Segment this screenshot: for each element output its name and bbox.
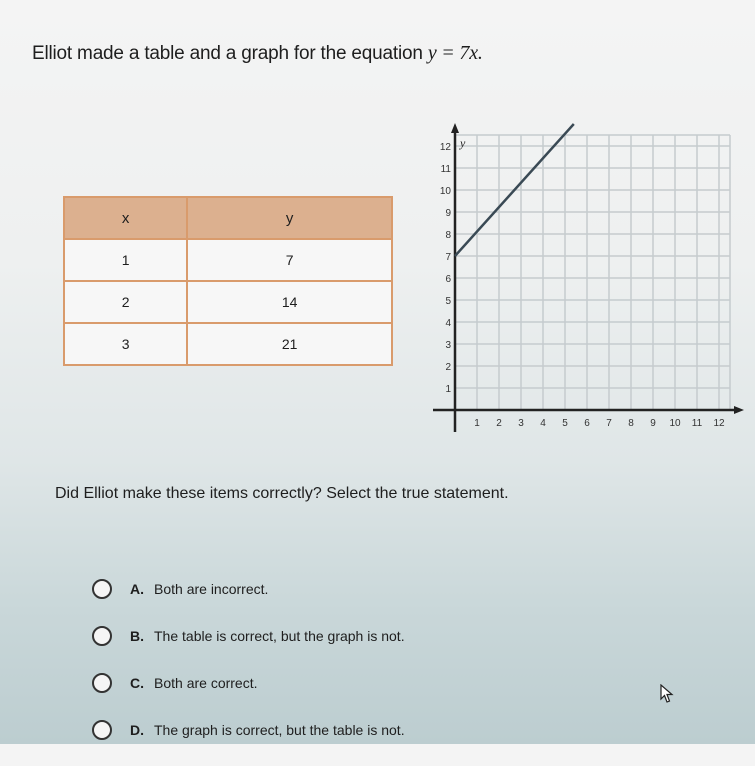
y-tick-label: 1	[445, 384, 451, 395]
y-tick-label: 10	[439, 186, 451, 197]
y-tick-label: 7	[445, 252, 451, 263]
radio-button[interactable]	[92, 720, 112, 740]
y-tick-label: 4	[445, 318, 451, 329]
radio-button[interactable]	[92, 673, 112, 693]
instruction-text: Did Elliot make these items correctly? Select the true statement.	[55, 485, 509, 502]
y-axis-label: y	[460, 136, 466, 150]
line-graph	[410, 118, 745, 438]
option-letter: B.	[130, 628, 144, 644]
y-tick-label: 3	[445, 340, 451, 351]
table-cell: 14	[187, 281, 392, 323]
y-axis-arrow-icon	[451, 123, 459, 133]
option-a[interactable]	[92, 578, 405, 600]
table-row	[64, 281, 392, 323]
x-tick-label: 1	[474, 418, 480, 429]
option-text: Both are correct.	[154, 675, 258, 691]
table-header-row	[64, 197, 392, 239]
question-equation: y = 7x.	[427, 42, 483, 64]
option-b[interactable]	[92, 625, 405, 647]
x-tick-label: 2	[496, 418, 502, 429]
option-letter: A.	[130, 581, 144, 597]
x-tick-label: 3	[518, 418, 524, 429]
table-header-x: x	[64, 197, 187, 239]
table-cell: 2	[64, 281, 187, 323]
answer-options	[92, 578, 405, 766]
x-tick-label: 7	[606, 418, 612, 429]
x-tick-label: 5	[562, 418, 568, 429]
x-tick-label: 11	[691, 418, 703, 429]
option-text: The table is correct, but the graph is not.	[154, 628, 405, 644]
option-letter: D.	[130, 722, 144, 738]
xy-table	[63, 196, 393, 366]
x-tick-label: 12	[713, 418, 725, 429]
y-tick-label: 6	[445, 274, 451, 285]
option-text: The graph is correct, but the table is not.	[154, 722, 405, 738]
table-cell: 3	[64, 323, 187, 365]
x-tick-label: 10	[669, 418, 681, 429]
x-tick-label: 4	[540, 418, 546, 429]
table-cell: 21	[187, 323, 392, 365]
table-header-y: y	[187, 197, 392, 239]
x-tick-label: 8	[628, 418, 634, 429]
option-c[interactable]	[92, 672, 405, 694]
mouse-pointer-icon	[660, 684, 674, 704]
option-text: Both are incorrect.	[154, 581, 269, 597]
table-cell: 1	[64, 239, 187, 281]
y-tick-label: 9	[445, 208, 451, 219]
x-axis-arrow-icon	[734, 406, 744, 414]
table-row	[64, 323, 392, 365]
table-cell: 7	[187, 239, 392, 281]
table-row	[64, 239, 392, 281]
question-text	[32, 42, 483, 65]
y-tick-label: 8	[445, 230, 451, 241]
radio-button[interactable]	[92, 579, 112, 599]
option-d[interactable]	[92, 719, 405, 741]
x-tick-label: 6	[584, 418, 590, 429]
option-letter: C.	[130, 675, 144, 691]
x-tick-label: 9	[650, 418, 656, 429]
y-tick-label: 11	[440, 164, 451, 175]
y-tick-label: 5	[445, 296, 451, 307]
radio-button[interactable]	[92, 626, 112, 646]
question-prefix: Elliot made a table and a graph for the equation	[32, 43, 428, 64]
y-tick-label: 2	[445, 362, 451, 373]
y-tick-label: 12	[439, 142, 451, 153]
